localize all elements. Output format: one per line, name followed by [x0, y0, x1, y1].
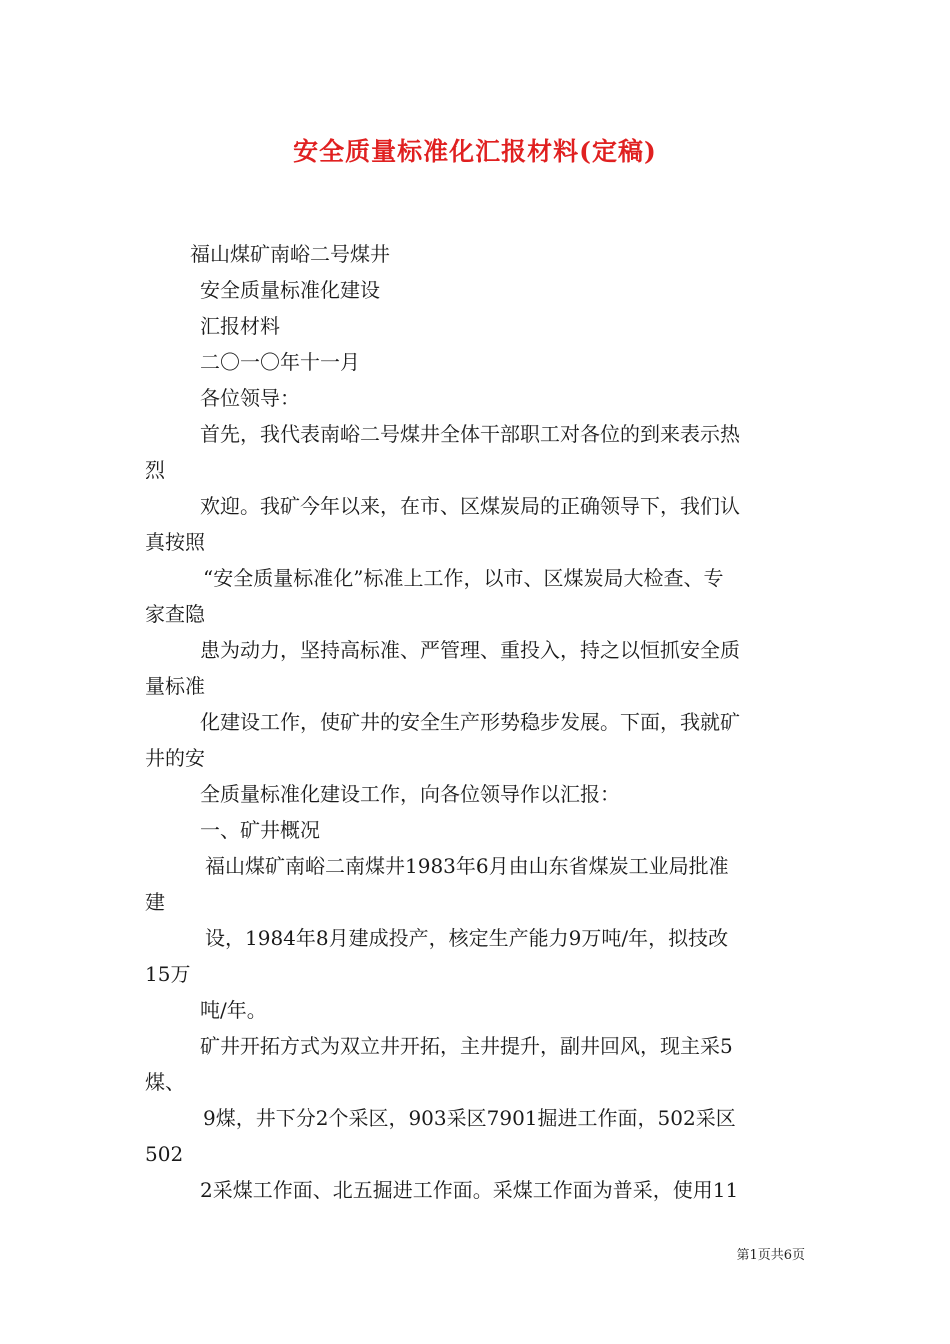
- text-line: 各位领导：: [200, 386, 300, 410]
- text-line: 煤、: [145, 1070, 185, 1094]
- text-line: 安全质量标准化建设: [200, 278, 380, 302]
- text-line: 二〇一〇年十一月: [200, 350, 360, 374]
- text-line: 9煤，井下分2个采区，903采区7901掘进工作面，502采区: [203, 1106, 736, 1130]
- text-line: 吨/年。: [200, 998, 267, 1022]
- text-line: 烈: [145, 458, 165, 482]
- text-line: 矿井开拓方式为双立井开拓，主井提升，副井回风，现主采5: [200, 1034, 733, 1058]
- text-line: 一、矿井概况: [200, 818, 320, 842]
- document-body: [145, 236, 810, 1208]
- text-line: 井的安: [145, 746, 205, 770]
- text-line: 建: [145, 890, 165, 914]
- text-line: “安全质量标准化”标准上工作，以市、区煤炭局大检查、专: [203, 566, 724, 590]
- text-line: 患为动力，坚持高标准、严管理、重投入，持之以恒抓安全质: [200, 638, 740, 662]
- text-line: 全质量标准化建设工作，向各位领导作以汇报：: [200, 782, 620, 806]
- text-line: 量标准: [145, 674, 205, 698]
- text-line: 502: [145, 1142, 184, 1166]
- text-line: 化建设工作，使矿井的安全生产形势稳步发展。下面，我就矿: [200, 710, 740, 734]
- text-line: 福山煤矿南峪二号煤井: [190, 242, 390, 266]
- text-line: 汇报材料: [200, 314, 280, 338]
- text-line: 福山煤矿南峪二南煤井1983年6月由山东省煤炭工业局批准: [205, 854, 729, 878]
- text-line: 首先，我代表南峪二号煤井全体干部职工对各位的到来表示热: [200, 422, 740, 446]
- text-line: 设，1984年8月建成投产，核定生产能力9万吨/年，拟技改: [205, 926, 729, 950]
- text-line: 家查隐: [145, 602, 205, 626]
- page-number: 第1页共6页: [736, 1248, 805, 1263]
- document-title: 安全质量标准化汇报材料(定稿): [293, 137, 657, 166]
- text-line: 15万: [145, 962, 191, 986]
- text-line: 2采煤工作面、北五掘进工作面。采煤工作面为普采，使用11: [200, 1178, 739, 1202]
- text-line: 真按照: [145, 530, 205, 554]
- text-line: 欢迎。我矿今年以来，在市、区煤炭局的正确领导下，我们认: [200, 494, 740, 518]
